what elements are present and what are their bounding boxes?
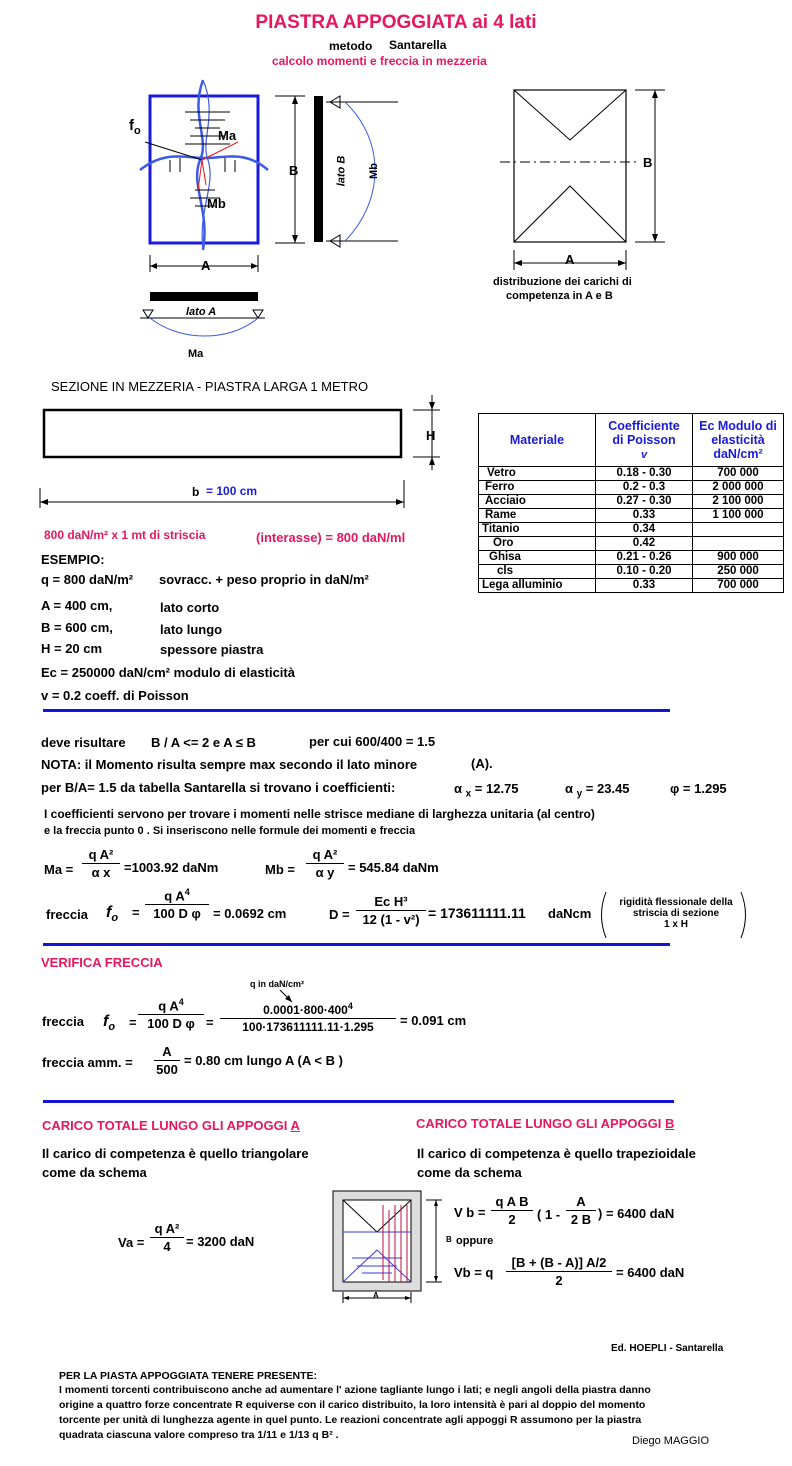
- rule-ba: B / A <= 2 e A ≤ B: [151, 735, 256, 750]
- alpha-y: α $_y$ = 23.45: [565, 781, 630, 800]
- rule-nota-a: (A).: [471, 756, 493, 771]
- section-title: SEZIONE IN MEZZERIA - PIASTRA LARGA 1 METRO: [51, 379, 369, 394]
- example-q: q = 800 daN/m²: [41, 572, 134, 587]
- vb-label: V b =: [454, 1205, 486, 1220]
- b-dim-label: B: [289, 163, 299, 178]
- verifica-title: VERIFICA FRECCIA: [41, 955, 163, 970]
- phi: φ = 1.295: [670, 781, 727, 796]
- note-line-2: origine a quattro forze concentrate R equiverse con il carico distribuito, la loro intensità è pari al doppio del momento: [59, 1399, 646, 1411]
- verifica-freccia-label: freccia: [42, 1014, 84, 1029]
- equals-sign: =: [132, 905, 140, 920]
- carico-a-title: CARICO TOTALE LUNGO GLI APPOGGI A: [42, 1118, 300, 1133]
- lato-a-label: lato A: [186, 306, 217, 318]
- credit: Ed. HOEPLI - Santarella: [611, 1343, 724, 1354]
- oppure-label: oppure: [456, 1235, 494, 1247]
- example-b: B = 600 cm,: [41, 620, 113, 635]
- example-b-desc: lato lungo: [160, 622, 223, 637]
- author: Diego MAGGIO: [632, 1435, 710, 1447]
- b-right-label: B: [643, 155, 653, 170]
- freccia-amm-label: freccia amm. =: [42, 1055, 133, 1070]
- distribution-caption-2: competenza in A e B: [506, 290, 613, 302]
- note-line-3: torcente per unità di lunghezza agente in quel punto. Le reazioni concentrate agli appoggi R assumono per la piastra: [59, 1414, 642, 1426]
- freccia-amm-value: = 0.80 cm lungo A (A < B ): [184, 1053, 343, 1068]
- load-strip-part2: (interasse) = 800 daN/ml: [256, 530, 406, 545]
- ma-fraction: $\frac{\text{q A²}}{\text{α x}}$: [82, 847, 120, 880]
- lato-b-label: lato B: [335, 155, 348, 187]
- table-row: cls 0.10 - 0.20 250 000: [479, 565, 784, 579]
- equals-sign: =: [129, 1015, 137, 1030]
- b-value: = 100 cm: [206, 484, 258, 498]
- rule-nota: NOTA: il Momento risulta sempre max secondo il lato minore: [41, 757, 418, 772]
- load-strip-part1: 800 daN/m² x 1 mt di striscia: [44, 528, 206, 542]
- coeff-line-2: e la freccia punto 0 . Si inseriscono nelle formule dei momenti e freccia: [44, 825, 416, 837]
- vb2-fraction: $\frac{[B + (B - A)] A/2}{2}$: [506, 1255, 612, 1288]
- verifica-f0-symbol: $f_o$: [103, 1013, 116, 1034]
- example-a-desc: lato corto: [160, 600, 220, 615]
- table-row: Oro 0.42: [479, 537, 784, 551]
- carico-a-line-1: Il carico di competenza è quello triangolare: [42, 1146, 309, 1161]
- vb-inner-fraction: $\frac{A}{2 B}$: [566, 1194, 596, 1227]
- example-h-desc: spessore piastra: [160, 642, 264, 657]
- alpha-x: α $_x$ = 12.75: [454, 781, 519, 800]
- vb-value: ) = 6400 daN: [598, 1206, 675, 1221]
- vb-paren-open: ( 1 -: [537, 1207, 561, 1222]
- page-subtitle: calcolo momenti e freccia in mezzeria: [272, 54, 487, 68]
- d-label: D =: [329, 907, 350, 922]
- mb-formula-label: Mb =: [265, 862, 295, 877]
- table-row: Titanio 0.34: [479, 523, 784, 537]
- mb-fraction: $\frac{\text{q A²}}{\text{α y}}$: [306, 847, 344, 880]
- mb-value: = 545.84 daNm: [348, 860, 439, 875]
- method-label: metodo: [329, 39, 373, 53]
- carico-b-title: CARICO TOTALE LUNGO GLI APPOGGI B: [416, 1116, 675, 1131]
- rigidity-note: rigidità flessionale della striscia di sezione 1 x H: [619, 897, 733, 930]
- q-note: q in daN/cm²: [250, 979, 305, 989]
- header-material: Materiale: [479, 414, 596, 467]
- f0-label: $f_o$: [129, 117, 141, 137]
- carico-b-line-1: Il carico di competenza è quello trapezioidale: [417, 1146, 696, 1161]
- carico-a-line-2: come da schema: [42, 1165, 147, 1180]
- f0-value: = 0.0692 cm: [213, 906, 287, 921]
- note-title: PER LA PIASTA APPOGGIATA TENERE PRESENTE:: [59, 1370, 318, 1382]
- va-value: = 3200 daN: [186, 1234, 255, 1249]
- header-poisson: Coefficiente di Poisson v: [596, 414, 693, 467]
- table-row: Lega alluminio 0.33 700 000: [479, 579, 784, 593]
- rule-per-ba: per B/A= 1.5 da tabella Santarella si trovano i coefficienti:: [41, 780, 396, 795]
- mb-side-label: Mb: [367, 163, 380, 179]
- d-value: = 173611111.11: [428, 905, 526, 921]
- example-q-desc: sovracc. + peso proprio in daN/m²: [159, 572, 369, 587]
- freccia-label: freccia: [46, 907, 88, 922]
- d-fraction: $\frac{\text{Ec H³}}{\text{12 (1 - v²)}}$: [356, 894, 426, 927]
- freccia-amm-fraction: $\frac{A}{500}$: [154, 1044, 180, 1077]
- va-fraction: $\frac{\text{q A²}}{4}$: [150, 1221, 184, 1254]
- example-v: v = 0.2 coeff. di Poisson: [41, 688, 189, 703]
- ma-value: =1003.92 daNm: [124, 860, 219, 875]
- verifica-fraction: $\frac{q A^4}{\text{100 D φ}}$: [138, 997, 204, 1031]
- vb2-value: = 6400 daN: [616, 1265, 685, 1280]
- d-unit: daNcm: [548, 906, 592, 921]
- rule-deve: deve risultare: [41, 735, 126, 750]
- mini-a-label: A: [373, 1291, 379, 1300]
- verifica-numeric-fraction: $\frac{0.0001\cdot 800\cdot 400^4}{100\cdot 173611111.11\cdot 1.295}$: [220, 1001, 396, 1034]
- f0-formula-symbol: $f_o$: [106, 904, 119, 925]
- rule-percui: per cui 600/400 = 1.5: [309, 734, 436, 749]
- vb-fraction: $\frac{\text{q A B}}{2}$: [491, 1194, 533, 1227]
- example-a: A = 400 cm,: [41, 598, 113, 613]
- a-right-label: A: [565, 252, 575, 267]
- mini-b-label: B: [446, 1235, 452, 1244]
- table-row: Ferro 0.2 - 0.3 2 000 000: [479, 481, 784, 495]
- va-label: Va =: [118, 1235, 145, 1250]
- f0-fraction: $\frac{q A^4}{\text{100 D φ}}$: [145, 887, 209, 921]
- mb-label: Mb: [207, 196, 226, 211]
- b-label: b: [192, 485, 200, 499]
- vb2-label: Vb = q: [454, 1265, 494, 1280]
- example-h: H = 20 cm: [41, 641, 103, 656]
- method-name: Santarella: [389, 38, 447, 52]
- carico-b-line-2: come da schema: [417, 1165, 522, 1180]
- ma-formula-label: Ma =: [44, 862, 74, 877]
- table-row: Acciaio 0.27 - 0.30 2 100 000: [479, 495, 784, 509]
- h-label: H: [426, 428, 436, 443]
- table-row: Rame 0.33 1 100 000: [479, 509, 784, 523]
- verifica-value: = 0.091 cm: [400, 1013, 467, 1028]
- table-row: Vetro 0.18 - 0.30 700 000: [479, 467, 784, 481]
- table-row: Ghisa 0.21 - 0.26 900 000: [479, 551, 784, 565]
- distribution-caption-1: distribuzione dei carichi di: [493, 276, 632, 288]
- ma-label: Ma: [218, 128, 237, 143]
- coeff-line-1: I coefficienti servono per trovare i momenti nelle strisce mediane di larghezza unitaria (al centro): [44, 807, 595, 821]
- ma-bottom-label: Ma: [188, 348, 204, 360]
- example-ec: Ec = 250000 daN/cm² modulo di elasticità: [41, 665, 295, 680]
- header-ec: Ec Modulo di elasticità daN/cm²: [693, 414, 784, 467]
- note-line-1: I momenti torcenti contribuiscono anche ad aumentare l' azione tagliante lungo i lati; e negli angoli della piastra danno: [59, 1384, 651, 1396]
- equals-sign: =: [206, 1015, 214, 1030]
- page-title: PIASTRA APPOGGIATA ai 4 lati: [255, 12, 537, 33]
- example-title: ESEMPIO:: [41, 552, 105, 567]
- note-line-4: quadrata ciascuna valore compreso tra 1/11 e 1/13 q B² .: [59, 1429, 339, 1441]
- a-dim-label: A: [201, 258, 211, 273]
